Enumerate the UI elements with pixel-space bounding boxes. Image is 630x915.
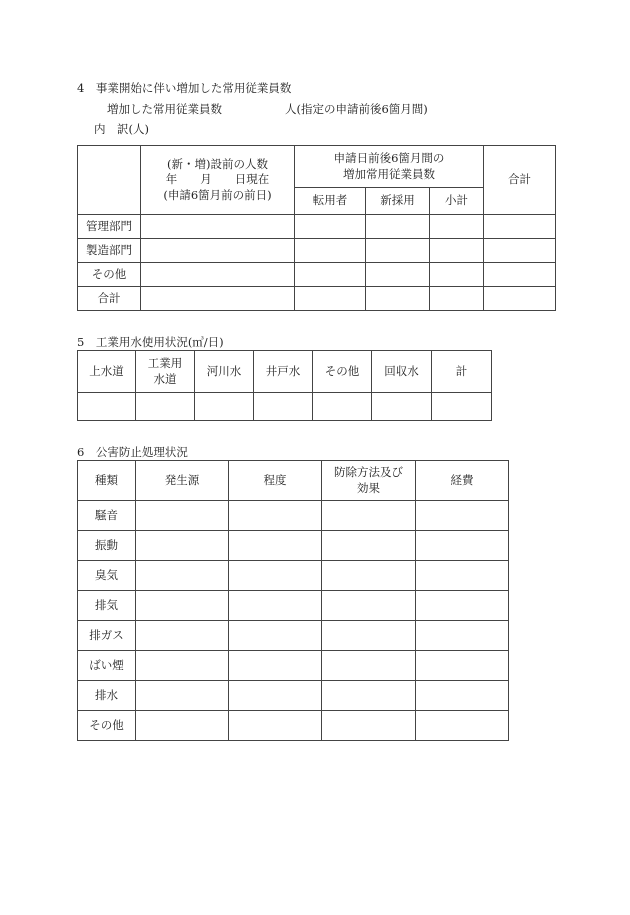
input-cell[interactable] xyxy=(136,393,195,421)
input-cell[interactable] xyxy=(136,561,229,591)
input-cell[interactable] xyxy=(229,651,322,681)
pollution-header-cell: 防除方法及び効果 xyxy=(322,461,416,501)
input-cell[interactable] xyxy=(229,531,322,561)
table-row xyxy=(78,287,556,311)
input-cell[interactable] xyxy=(141,263,295,287)
input-cell[interactable] xyxy=(78,393,136,421)
row-label: 臭気 xyxy=(78,561,136,591)
input-cell[interactable] xyxy=(430,239,484,263)
water-header-cell: 上水道 xyxy=(78,351,136,393)
corner-cell xyxy=(78,146,141,215)
row-label: 排気 xyxy=(78,591,136,621)
total-header: 合計 xyxy=(484,146,556,215)
table-row xyxy=(78,681,509,711)
row-label: 製造部門 xyxy=(78,239,141,263)
water-header-cell: 計 xyxy=(432,351,492,393)
table-row xyxy=(78,561,509,591)
input-cell[interactable] xyxy=(229,561,322,591)
input-cell[interactable] xyxy=(141,215,295,239)
pollution-header-cell: 発生源 xyxy=(136,461,229,501)
input-cell[interactable] xyxy=(313,393,372,421)
row-label: その他 xyxy=(78,711,136,741)
input-cell[interactable] xyxy=(229,681,322,711)
table-row xyxy=(78,263,556,287)
input-cell[interactable] xyxy=(229,621,322,651)
water-header-cell: 井戸水 xyxy=(254,351,313,393)
pollution-table xyxy=(77,460,509,741)
input-cell[interactable] xyxy=(229,501,322,531)
input-cell[interactable] xyxy=(430,287,484,311)
row-label: ばい煙 xyxy=(78,651,136,681)
section4-heading: 4 事業開始に伴い増加した常用従業員数 xyxy=(77,81,292,95)
input-cell[interactable] xyxy=(416,501,509,531)
transfer-header: 転用者 xyxy=(295,188,366,215)
table-row xyxy=(78,215,556,239)
input-cell[interactable] xyxy=(322,651,416,681)
water-header-cell: その他 xyxy=(313,351,372,393)
input-cell[interactable] xyxy=(322,681,416,711)
input-cell[interactable] xyxy=(136,711,229,741)
input-cell[interactable] xyxy=(416,681,509,711)
input-cell[interactable] xyxy=(141,287,295,311)
water-header-cell: 回収水 xyxy=(372,351,432,393)
input-cell[interactable] xyxy=(136,681,229,711)
pollution-header-cell: 程度 xyxy=(229,461,322,501)
table-row xyxy=(78,711,509,741)
table-row xyxy=(78,651,509,681)
row-label: 管理部門 xyxy=(78,215,141,239)
water-header-cell: 河川水 xyxy=(195,351,254,393)
pre-count-header: (新・増)設前の人数 年 月 日現在 (申請6箇月前の前日) xyxy=(141,146,295,215)
increase-unit-note: 人(指定の申請前後6箇月間) xyxy=(285,102,428,116)
input-cell[interactable] xyxy=(484,263,556,287)
breakdown-label: 内 訳(人) xyxy=(94,122,149,136)
input-cell[interactable] xyxy=(229,711,322,741)
table-row xyxy=(78,501,509,531)
input-cell[interactable] xyxy=(366,239,430,263)
input-cell[interactable] xyxy=(430,215,484,239)
input-cell[interactable] xyxy=(229,591,322,621)
table-row xyxy=(78,591,509,621)
row-label: 排水 xyxy=(78,681,136,711)
input-cell[interactable] xyxy=(416,621,509,651)
input-cell[interactable] xyxy=(416,591,509,621)
input-cell[interactable] xyxy=(136,651,229,681)
input-cell[interactable] xyxy=(484,239,556,263)
input-cell[interactable] xyxy=(366,215,430,239)
water-header-cell: 工業用水道 xyxy=(136,351,195,393)
table-row xyxy=(78,239,556,263)
input-cell[interactable] xyxy=(322,501,416,531)
input-cell[interactable] xyxy=(295,215,366,239)
row-label: その他 xyxy=(78,263,141,287)
input-cell[interactable] xyxy=(141,239,295,263)
input-cell[interactable] xyxy=(136,591,229,621)
input-cell[interactable] xyxy=(254,393,313,421)
row-label: 振動 xyxy=(78,531,136,561)
input-cell[interactable] xyxy=(136,621,229,651)
section6-heading: 6 公害防止処理状況 xyxy=(77,445,188,459)
input-cell[interactable] xyxy=(195,393,254,421)
input-cell[interactable] xyxy=(295,287,366,311)
input-cell[interactable] xyxy=(322,621,416,651)
input-cell[interactable] xyxy=(322,531,416,561)
pollution-header-cell: 経費 xyxy=(416,461,509,501)
input-cell[interactable] xyxy=(366,287,430,311)
input-cell[interactable] xyxy=(416,531,509,561)
pollution-header-cell: 種類 xyxy=(78,461,136,501)
input-cell[interactable] xyxy=(295,263,366,287)
input-cell[interactable] xyxy=(484,287,556,311)
subtotal-header: 小計 xyxy=(430,188,484,215)
input-cell[interactable] xyxy=(322,711,416,741)
input-cell[interactable] xyxy=(416,651,509,681)
increase-label: 増加した常用従業員数 xyxy=(107,102,222,116)
table-row xyxy=(78,621,509,651)
row-label: 騒音 xyxy=(78,501,136,531)
input-cell[interactable] xyxy=(136,501,229,531)
employee-table xyxy=(77,145,556,311)
input-cell[interactable] xyxy=(295,239,366,263)
increase-group-header: 申請日前後6箇月間の 増加常用従業員数 xyxy=(295,146,484,188)
row-label: 排ガス xyxy=(78,621,136,651)
input-cell[interactable] xyxy=(484,215,556,239)
input-cell[interactable] xyxy=(136,531,229,561)
table-row xyxy=(78,531,509,561)
water-table xyxy=(77,350,492,421)
table-row xyxy=(78,393,492,421)
input-cell[interactable] xyxy=(416,711,509,741)
input-cell[interactable] xyxy=(322,591,416,621)
section5-heading: 5 工業用水使用状況(㎥/日) xyxy=(77,335,224,349)
input-cell[interactable] xyxy=(322,561,416,591)
row-label: 合計 xyxy=(78,287,141,311)
input-cell[interactable] xyxy=(366,263,430,287)
input-cell[interactable] xyxy=(372,393,432,421)
input-cell[interactable] xyxy=(416,561,509,591)
input-cell[interactable] xyxy=(430,263,484,287)
new-hire-header: 新採用 xyxy=(366,188,430,215)
input-cell[interactable] xyxy=(432,393,492,421)
